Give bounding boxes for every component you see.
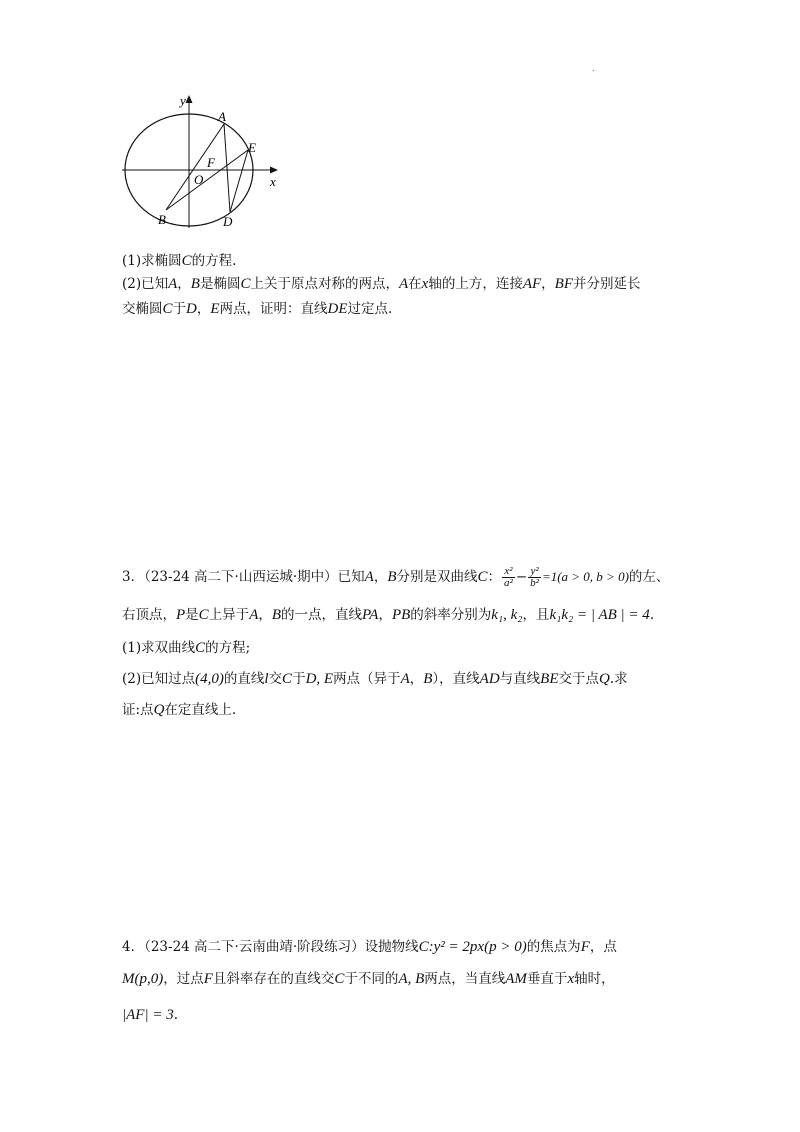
p2-question-2-line-2: 交椭圆C于D，E两点，证明：直线DE过定点. [122, 301, 393, 317]
p3-line-2: 右顶点，P是C上异于A，B的一点，直线PA，PB的斜率分别为k₁, k₂，且k₁k₂ = | AB | = 4. [122, 607, 655, 623]
label-y: y [180, 93, 186, 108]
p3-question-2-line-1: (2)已知过点(4,0)的直线l交C于D, E两点（异于A，B），直线AD与直线BE交于点Q.求 [122, 671, 628, 687]
label-O: O [194, 172, 204, 187]
label-B: B [158, 212, 166, 227]
label-E: E [248, 140, 256, 155]
p4-line-2: M(p,0)，过点F且斜率存在的直线交C于不同的A, B两点，当直线AM垂直于x轴时， [122, 971, 615, 987]
p3-line-1: 3．（23-24 高二下·山西运城·期中）已知A，B分别是双曲线C： $\frac{\text{x²}}{\text{a²}}$ − $\frac{\text{y²}}{\text{b²}}$ =1(a > 0, b > 0)的左、 [122, 565, 670, 589]
p4-line-3: |AF| = 3. [122, 1007, 178, 1023]
label-F: F [207, 155, 215, 170]
label-x: x [270, 174, 276, 189]
p3-question-2-line-2: 证:点Q在定直线上. [122, 702, 237, 718]
fraction-y2-b2: $\frac{\text{y²}}{\text{b²}}$ [530, 565, 539, 589]
label-A: A [218, 109, 226, 124]
p4-line-1: 4．（23-24 高二下·云南曲靖·阶段练习）设抛物线C:y² = 2px(p > 0)的焦点为F，点 [122, 939, 617, 955]
p2-question-1: (1)求椭圆C的方程. [122, 253, 237, 269]
ellipse-figure [118, 88, 288, 233]
p2-question-2-line-1: (2)已知A，B是椭圆C上关于原点对称的两点，A在x轴的上方，连接AF，BF并分别延长 [122, 276, 641, 292]
label-D: D [223, 214, 233, 229]
page-mark: . [592, 64, 595, 74]
fraction-x2-a2: $\frac{\text{x²}}{\text{a²}}$ [504, 565, 513, 589]
p3-question-1: (1)求双曲线C的方程; [122, 640, 251, 656]
